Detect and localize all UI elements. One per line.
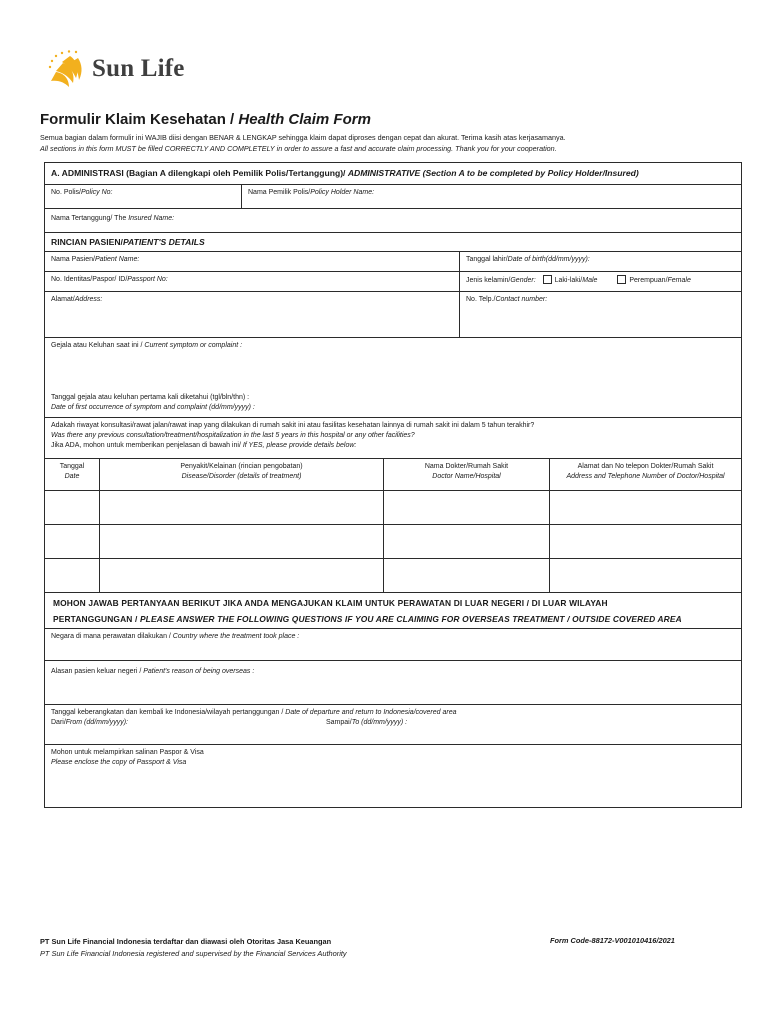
dob-label-en: Date of birth(dd/mm/yyyy): xyxy=(507,256,590,263)
male-label-en: Male xyxy=(582,277,598,284)
passport-row xyxy=(45,745,741,807)
symptom-label-en: Current symptom or complaint : xyxy=(144,342,243,349)
address-field[interactable] xyxy=(45,292,459,337)
history-question xyxy=(45,418,741,458)
history-col-address-en: Address and Telephone Number of Doctor/Hospital xyxy=(566,473,725,480)
history-col-disease xyxy=(99,459,383,490)
brand-name: Sun Life xyxy=(92,55,185,82)
id-number-label-id: No. Identitas/Paspor/ ID/ xyxy=(51,276,128,283)
policy-no-label-id: No. Polis/ xyxy=(51,189,81,196)
patient-heading-id: RINCIAN PASIEN/ xyxy=(51,237,123,247)
history-col-address xyxy=(549,459,741,490)
history-q-en: Was there any previous consultation/treatment/hospitalization in the last 5 years in this hospital or any other facilities? xyxy=(51,432,415,439)
overseas-header xyxy=(45,593,741,629)
history-cell-doctor[interactable] xyxy=(383,559,549,592)
history-cell-disease[interactable] xyxy=(99,525,383,558)
from-date-label xyxy=(51,718,326,728)
female-label-en: Female xyxy=(667,277,691,284)
history-col-date xyxy=(45,459,99,490)
history-cell-disease[interactable] xyxy=(99,559,383,592)
phone-label-en: Contact number: xyxy=(495,296,548,303)
history-cell-date[interactable] xyxy=(45,559,99,592)
travel-dates-field[interactable] xyxy=(45,705,741,744)
patient-name-label-en: Patient Name: xyxy=(94,256,140,263)
footer-company-id: PT Sun Life Financial Indonesia terdaftar dan diawasi oleh Otoritas Jasa Keuangan xyxy=(40,937,332,946)
holder-name-label-id: Nama Pemilik Polis/ xyxy=(248,189,311,196)
symptom-field[interactable] xyxy=(45,338,741,417)
dob-label-id: Tanggal lahir/ xyxy=(466,256,508,263)
history-col-disease-id: Penyakit/Kelainan (rincian pengobatan) xyxy=(180,463,303,470)
form-code: Form Code-88172-V001010416/2021 xyxy=(550,936,675,945)
holder-name-field[interactable] xyxy=(241,185,741,208)
from-label-id: Dari/ xyxy=(51,719,66,726)
country-row xyxy=(45,629,741,661)
history-cell-doctor[interactable] xyxy=(383,525,549,558)
history-col-doctor xyxy=(383,459,549,490)
patient-name-label-id: Nama Pasien/ xyxy=(51,256,95,263)
history-col-date-id: Tanggal xyxy=(59,463,85,470)
history-cell-disease[interactable] xyxy=(99,491,383,524)
footer-company xyxy=(40,936,347,960)
symptom-label-id: Gejala atau Keluhan saat ini / xyxy=(51,342,145,349)
insured-label-en: Insured Name: xyxy=(128,215,175,222)
address-label-id: Alamat/ xyxy=(51,296,75,303)
patient-name-field[interactable] xyxy=(45,252,459,271)
overseas-heading-line2-en: PLEASE ANSWER THE FOLLOWING QUESTIONS IF YOU ARE CLAIMING FOR OVERSEAS TREATMENT / OUTSIDE COVERED AREA xyxy=(139,614,682,624)
history-cell-address[interactable] xyxy=(549,491,741,524)
history-col-address-id: Alamat dan No telepon Dokter/Rumah Sakit xyxy=(577,463,714,470)
patient-heading-en: PATIENT'S DETAILS xyxy=(122,237,205,247)
history-col-doctor-id: Nama Dokter/Rumah Sakit xyxy=(424,463,509,470)
section-a-heading-id: A. ADMINISTRASI (Bagian A dilengkapi oleh Pemilik Polis/Tertanggung)/ xyxy=(51,168,348,178)
history-table-header xyxy=(45,459,741,491)
policy-row xyxy=(45,185,741,209)
gender-field xyxy=(459,272,741,291)
history-table-row xyxy=(45,559,741,593)
country-label-id: Negara di mana perawatan dilakukan / xyxy=(51,633,173,640)
title-id: Formulir Klaim Kesehatan / xyxy=(40,111,239,128)
address-row xyxy=(45,292,741,338)
male-label-id: Laki-laki/ xyxy=(554,277,583,284)
female-checkbox[interactable] xyxy=(617,275,626,284)
insured-name-field[interactable] xyxy=(45,209,741,232)
history-cell-date[interactable] xyxy=(45,491,99,524)
overseas-heading-line1: MOHON JAWAB PERTANYAAN BERIKUT JIKA ANDA MENGAJUKAN KLAIM UNTUK PERAWATAN DI LUAR NEGERI / DI LUAR WILAYAH xyxy=(53,598,608,608)
history-question-row xyxy=(45,418,741,459)
policy-no-label-en: Policy No: xyxy=(80,189,113,196)
passport-label-en: Please enclose the copy of Passport & Visa xyxy=(51,759,187,766)
first-date-label-id: Tanggal gejala atau keluhan pertama kali diketahui (tgl/bln/thn) : xyxy=(51,394,250,401)
history-table-row xyxy=(45,525,741,559)
history-cell-address[interactable] xyxy=(549,525,741,558)
history-q-id: Adakah riwayat konsultasi/rawat jalan/rawat inap yang dilakukan di rumah sakit ini atau fasilitas kesehatan lainnya di rumah sakit ini dalam 5 tahun terakhir? xyxy=(51,422,535,429)
insured-label-id: Nama Tertanggung/ The xyxy=(51,215,129,222)
first-date-label-en: Date of first occurrence of symptom and complaint (dd/mm/yyyy) : xyxy=(51,404,255,411)
gender-label-en: Gender: xyxy=(510,277,536,284)
reason-row xyxy=(45,661,741,705)
address-label-en: Address: xyxy=(74,296,103,303)
from-label-en: From (dd/mm/yyyy): xyxy=(65,719,129,726)
to-label-id: Sampai/ xyxy=(326,719,352,726)
insured-row xyxy=(45,209,741,233)
intro-id: Semua bagian dalam formulir ini WAJIB diisi dengan BENAR & LENGKAP sehingga klaim dapat diproses dengan cepat dan akurat. Terima kasih atas kerjasamanya. xyxy=(40,133,566,142)
history-table-row xyxy=(45,491,741,525)
reason-field[interactable] xyxy=(45,661,741,704)
history-cell-date[interactable] xyxy=(45,525,99,558)
footer-company-en: PT Sun Life Financial Indonesia registered and supervised by the Financial Services Authority xyxy=(40,949,347,958)
country-label-en: Country where the treatment took place : xyxy=(172,633,300,640)
history-cell-doctor[interactable] xyxy=(383,491,549,524)
holder-name-label-en: Policy Holder Name: xyxy=(310,189,375,196)
patient-id-row xyxy=(45,272,741,292)
passport-note xyxy=(45,745,741,807)
intro-en: All sections in this form MUST be filled CORRECTLY AND COMPLETELY in order to assure a fast and accurate claim processing. Thank you for your cooperation. xyxy=(40,144,557,153)
gender-label-id: Jenis kelamin/ xyxy=(466,277,511,284)
intro-text xyxy=(40,132,566,154)
passport-label-id: Mohon untuk melampirkan salinan Paspor & Visa xyxy=(51,749,204,756)
patient-header xyxy=(45,233,741,252)
reason-label-en: Patient's reason of being overseas : xyxy=(143,668,255,675)
country-field[interactable] xyxy=(45,629,741,660)
to-label-en: To (dd/mm/yyyy) : xyxy=(351,719,408,726)
history-col-date-en: Date xyxy=(64,473,80,480)
section-a-heading-en: ADMINISTRATIVE (Section A to be completed by Policy Holder/Insured) xyxy=(347,168,639,178)
symptom-row xyxy=(45,338,741,418)
phone-label-id: No. Telp./ xyxy=(466,296,496,303)
history-note-id: Jika ADA, mohon untuk memberikan penjelasan di bawah ini/ xyxy=(51,442,243,449)
history-col-disease-en: Disease/Disorder (details of treatment) xyxy=(181,473,302,480)
phone-field[interactable] xyxy=(459,292,741,337)
patient-name-row xyxy=(45,252,741,272)
dob-field[interactable] xyxy=(459,252,741,271)
dates-label-en: Date of departure and return to Indonesia/covered area xyxy=(285,709,457,716)
dates-label-id: Tanggal keberangkatan dan kembali ke Indonesia/wilayah pertanggungan / xyxy=(51,709,286,716)
page-title xyxy=(40,111,371,128)
title-en: Health Claim Form xyxy=(238,111,371,128)
id-number-label-en: Passport No: xyxy=(127,276,168,283)
travel-dates-row xyxy=(45,705,741,745)
history-col-doctor-en: Doctor Name/Hospital xyxy=(432,473,501,480)
to-date-label xyxy=(326,718,407,728)
overseas-heading-line2-id: PERTANGGUNGAN / xyxy=(53,614,140,624)
female-label-id: Perempuan/ xyxy=(629,277,668,284)
policy-no-field[interactable] xyxy=(45,185,241,208)
history-note-en: If YES, please provide details below: xyxy=(242,442,357,449)
section-a-header xyxy=(45,163,741,185)
claim-form xyxy=(44,162,742,808)
male-checkbox[interactable] xyxy=(543,275,552,284)
history-cell-address[interactable] xyxy=(549,559,741,592)
reason-label-id: Alasan pasien keluar negeri / xyxy=(51,668,144,675)
id-number-field[interactable] xyxy=(45,272,459,291)
